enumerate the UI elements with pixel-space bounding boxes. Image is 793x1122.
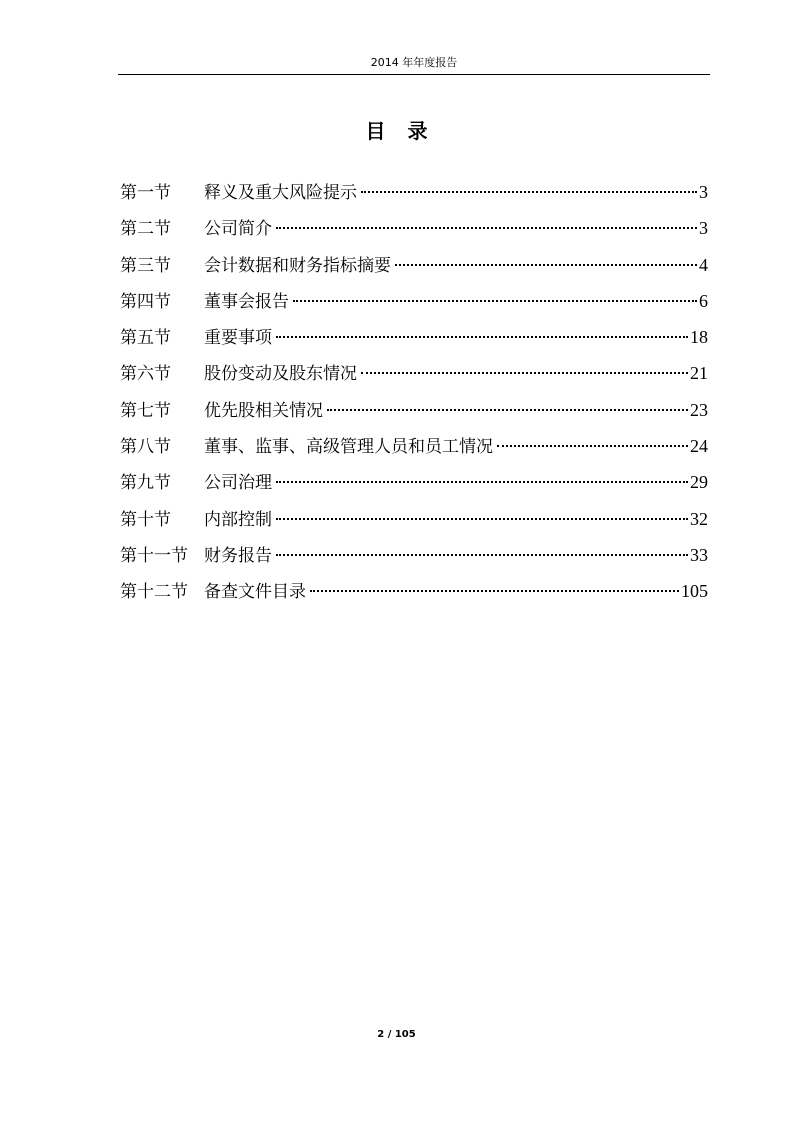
toc-section-title: 董事、监事、高级管理人员和员工情况 (204, 437, 493, 458)
toc-section-number: 第十一节 (120, 545, 188, 566)
toc-dot-leader (276, 481, 688, 483)
table-of-contents (120, 178, 708, 614)
page-number-indicator: 2 / 105 (377, 1029, 416, 1040)
toc-dot-leader (361, 191, 697, 193)
toc-section-number: 第六节 (120, 364, 171, 385)
toc-section-title: 财务报告 (204, 545, 272, 566)
toc-entry[interactable] (120, 287, 708, 323)
toc-entry[interactable] (120, 396, 708, 432)
toc-section-number: 第四节 (120, 291, 171, 312)
toc-section-number: 第三节 (120, 255, 171, 276)
toc-dot-leader (361, 372, 688, 374)
toc-page-number: 105 (681, 581, 708, 602)
toc-section-title: 备查文件目录 (204, 582, 306, 603)
toc-section-title: 股份变动及股东情况 (204, 364, 357, 385)
toc-page-number: 3 (699, 218, 708, 239)
toc-section-number: 第五节 (120, 328, 171, 349)
toc-section-number: 第一节 (120, 183, 171, 203)
toc-entry[interactable] (120, 359, 708, 395)
toc-section-number: 第十节 (120, 509, 171, 530)
toc-section-title: 重要事项 (204, 328, 272, 349)
toc-entry[interactable] (120, 505, 708, 541)
toc-section-number: 第十二节 (120, 582, 188, 603)
toc-dot-leader (276, 336, 688, 338)
page-footer (0, 1028, 793, 1042)
toc-entry[interactable] (120, 214, 708, 250)
toc-page-number: 32 (690, 508, 708, 529)
toc-dot-leader (310, 590, 679, 592)
toc-section-title: 公司简介 (204, 219, 272, 240)
toc-section-title: 公司治理 (204, 473, 272, 494)
toc-entry[interactable] (120, 468, 708, 504)
toc-section-title: 董事会报告 (204, 291, 289, 312)
toc-dot-leader (276, 518, 688, 520)
toc-section-number: 第七节 (120, 400, 171, 421)
toc-dot-leader (293, 300, 697, 302)
toc-dot-leader (327, 409, 688, 411)
toc-entry[interactable] (120, 577, 708, 613)
toc-page-number: 18 (690, 327, 708, 348)
toc-page-number: 23 (690, 399, 708, 420)
toc-entry[interactable] (120, 178, 708, 214)
toc-dot-leader (276, 554, 688, 556)
toc-page-number: 21 (690, 363, 708, 384)
header-title: 2014 年年度报告 (370, 56, 458, 69)
toc-section-title: 内部控制 (204, 509, 272, 530)
toc-section-title: 释义及重大风险提示 (204, 183, 357, 203)
toc-section-title: 会计数据和财务指标摘要 (204, 255, 391, 276)
toc-page-number: 33 (690, 544, 708, 565)
toc-page-number: 6 (699, 290, 708, 311)
toc-section-number: 第九节 (120, 473, 171, 494)
page-title: 目录 (365, 119, 450, 143)
toc-page-number: 29 (690, 472, 708, 493)
toc-entry[interactable] (120, 541, 708, 577)
toc-page-number: 24 (690, 436, 708, 457)
toc-page-number: 3 (699, 182, 708, 202)
toc-section-number: 第八节 (120, 437, 171, 458)
toc-section-title: 优先股相关情况 (204, 400, 323, 421)
toc-entry[interactable] (120, 323, 708, 359)
toc-page-number: 4 (699, 254, 708, 275)
toc-entry[interactable] (120, 432, 708, 468)
toc-dot-leader (395, 264, 697, 266)
toc-section-number: 第二节 (120, 219, 171, 240)
page-header (118, 56, 710, 75)
toc-dot-leader (497, 445, 688, 447)
toc-dot-leader (276, 227, 697, 229)
toc-entry[interactable] (120, 251, 708, 287)
